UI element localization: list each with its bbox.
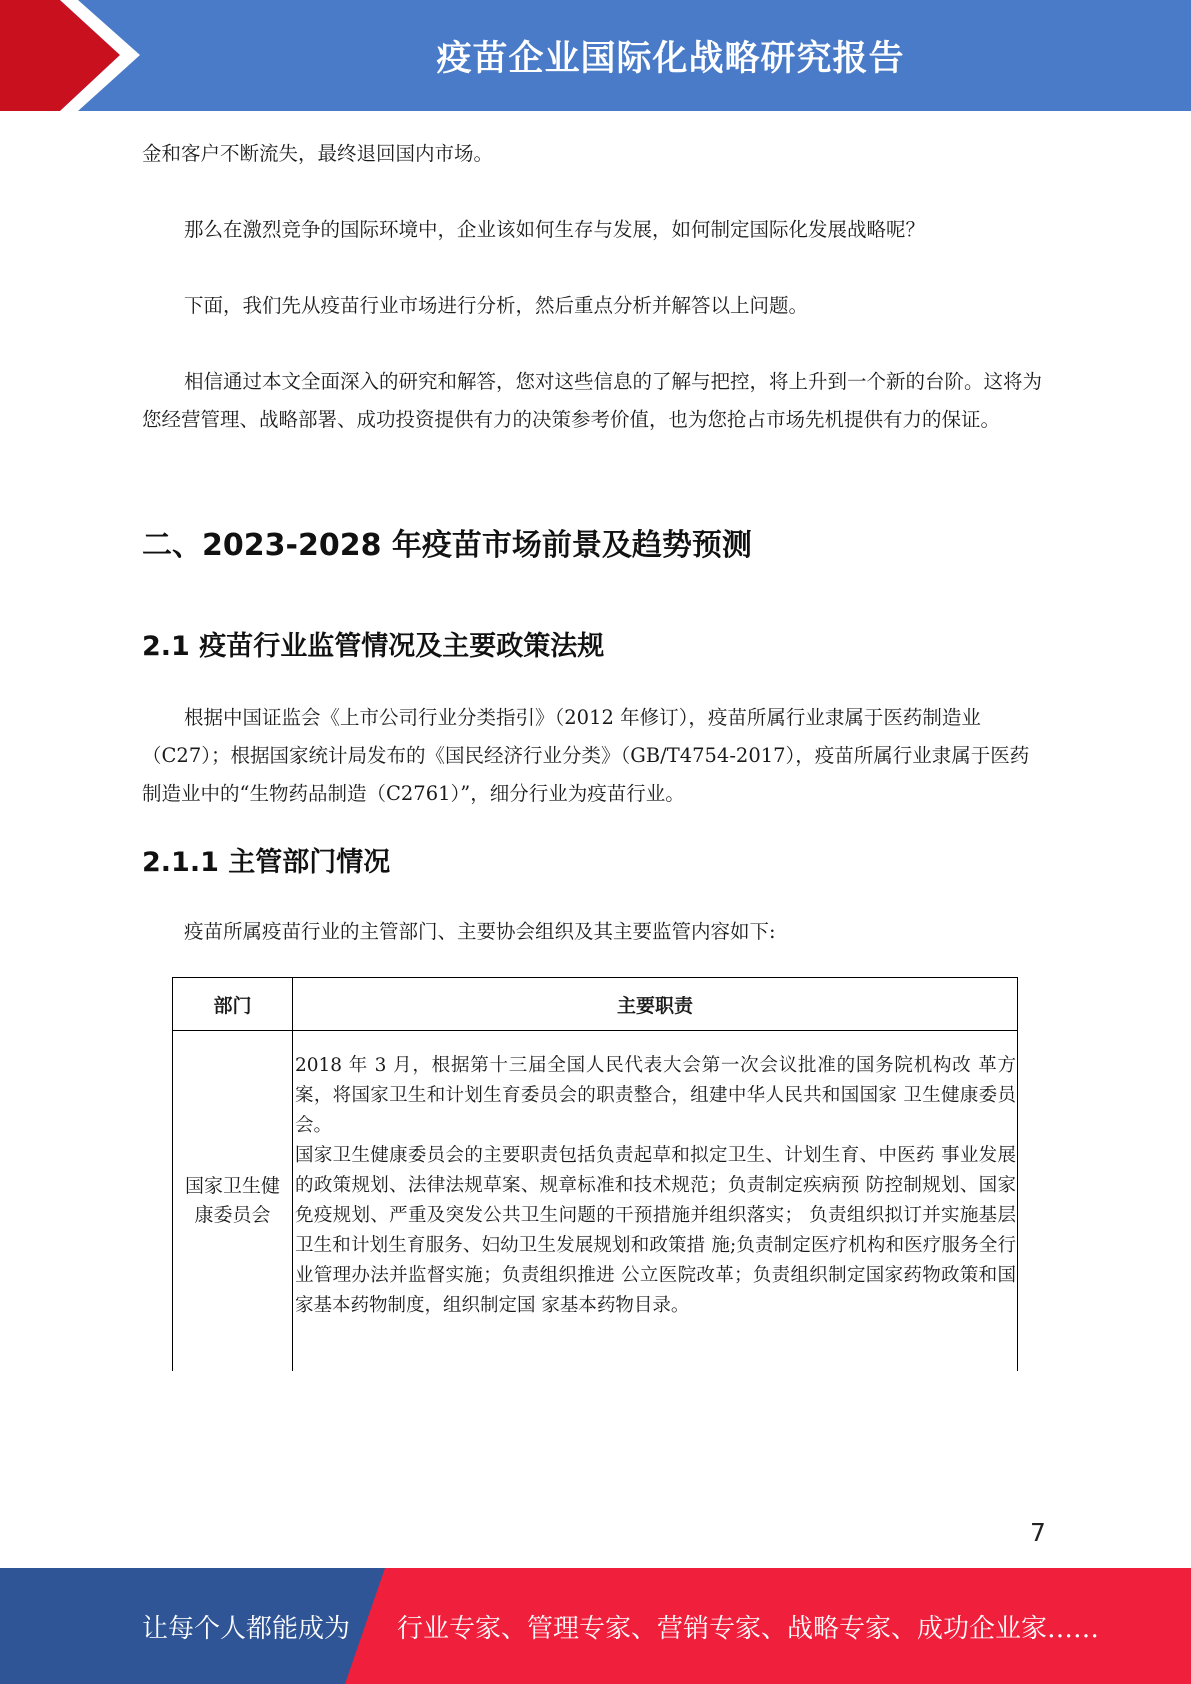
table-row xyxy=(172,1031,1018,1371)
subsection-heading: 2.1 疫苗行业监管情况及主要政策法规 xyxy=(142,631,605,662)
table-cell-dept: 国家卫生健康委员会 xyxy=(173,1031,293,1371)
paragraph-3: 下面，我们先从疫苗行业市场进行分析，然后重点分析并解答以上问题。 xyxy=(184,294,809,317)
page-number: 7 xyxy=(1030,1518,1046,1547)
page-header xyxy=(0,0,1191,111)
paragraph-6: 疫苗所属疫苗行业的主管部门、主要协会组织及其主要监管内容如下: xyxy=(184,920,776,943)
paragraph-5: 根据中国证监会《上市公司行业分类指引》（2012 年修订），疫苗所属行业隶属于医药制造业（C27）；根据国家统计局发布的《国民经济行业分类》（GB/T4754-2017），疫苗所属行业隶属于医药制造业中的“生物药品制造（C2761）”，细分行业为疫苗行业。 xyxy=(142,706,1030,805)
regulator-table xyxy=(172,977,1018,1371)
footer-slogan-left: 让每个人都能成为 xyxy=(142,1613,351,1644)
table-header-dept: 部门 xyxy=(173,978,293,1030)
paragraph-1: 金和客户不断流失，最终退回国内市场。 xyxy=(142,142,494,165)
footer-slogan-right: 行业专家、管理专家、营销专家、战略专家、成功企业家…… xyxy=(397,1613,1100,1644)
header-title: 疫苗企业国际化战略研究报告 xyxy=(436,38,905,79)
page-footer xyxy=(0,1568,1191,1684)
paragraph-4: 相信通过本文全面深入的研究和解答，您对这些信息的了解与把控，将上升到一个新的台阶。这将为您经营管理、战略部署、成功投资提供有力的决策参考价值，也为您抢占市场先机提供有力的保证。 xyxy=(142,370,1043,431)
subsubsection-heading: 2.1.1 主管部门情况 xyxy=(142,847,391,878)
table-cell-duty xyxy=(293,1031,1017,1371)
duty-paragraph-2: 国家卫生健康委员会的主要职责包括负责起草和拟定卫生、计划生育、中医药 事业发展的政策规划、法律法规草案、规章标准和技术规范；负责制定疾病预 防控制规划、国家免疫规划、严重及突发公共卫生问题的干预措施并组织落实； 负责组织拟订并实施基层卫生和计划生育服务、妇幼卫生发展规划和政策措 施;负责制定医疗机构和医疗服务全行业管理办法并监督实施；负责组织推进 公立医院改革；负责组织制定国家药物政策和国家基本药物制度，组织制定国 家基本药物目录。 xyxy=(295,1145,1016,1316)
table-header-duty: 主要职责 xyxy=(616,994,693,1017)
duty-paragraph-1: 2018 年 3 月，根据第十三届全国人民代表大会第一次会议批准的国务院机构改 革方案，将国家卫生和计划生育委员会的职责整合，组建中华人民共和国国家 卫生健康委员会。 xyxy=(295,1055,1016,1136)
table-header-row xyxy=(172,977,1018,1031)
paragraph-2: 那么在激烈竞争的国际环境中，企业该如何生存与发展，如何制定国际化发展战略呢？ xyxy=(184,218,926,241)
section-heading: 二、2023-2028 年疫苗市场前景及趋势预测 xyxy=(142,528,752,563)
